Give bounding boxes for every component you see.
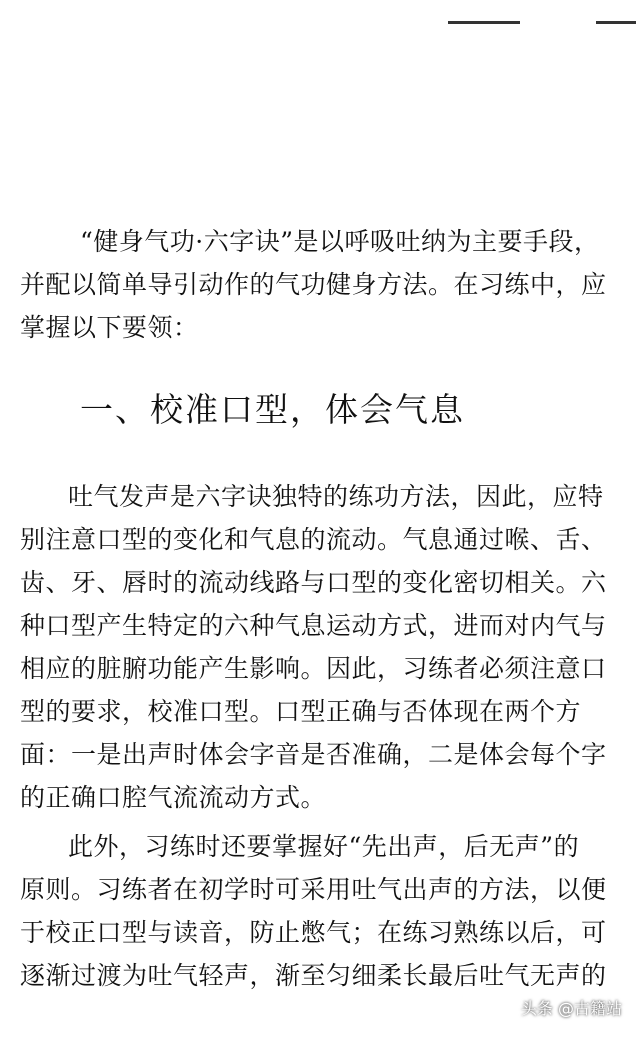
body-line: 于校正口型与读音，防止憋气；在练习熟练以后，可 — [20, 918, 607, 947]
intro-line: “健身气功·六字诀”是以呼吸吐纳为主要手段， — [80, 227, 600, 256]
section-heading: 一、校准口型，体会气息 — [80, 390, 465, 429]
body-line: 原则。习练者在初学时可采用吐气出声的方法，以便 — [20, 875, 607, 904]
body-line: 型的要求，校准口型。口型正确与否体现在两个方 — [20, 697, 582, 726]
body-line: 面：一是出声时体会字音是否准确，二是体会每个字 — [20, 740, 607, 769]
header-rule — [448, 21, 520, 27]
body-line: 的正确口腔气流流动方式。 — [20, 783, 327, 812]
intro-line: 并配以简单导引动作的气功健身方法。在习练中，应 — [20, 270, 607, 299]
body-line: 吐气发声是六字诀独特的练功方法，因此，应特 — [68, 482, 604, 511]
body-line: 相应的脏腑功能产生影响。因此，习练者必须注意口 — [20, 654, 607, 683]
body-line: 此外，习练时还要掌握好“先出声，后无声”的 — [68, 832, 580, 861]
body-line: 逐渐过渡为吐气轻声，渐至匀细柔长最后吐气无声的 — [20, 961, 607, 990]
header-rule — [596, 21, 636, 27]
watermark-label: 头条 @古籍站 — [520, 999, 622, 1018]
body-line: 种口型产生特定的六种气息运动方式，进而对内气与 — [20, 611, 607, 640]
body-line: 别注意口型的变化和气息的流动。气息通过喉、舌、 — [20, 525, 607, 554]
intro-line: 掌握以下要领： — [20, 313, 199, 342]
body-line: 齿、牙、唇时的流动线路与口型的变化密切相关。六 — [20, 568, 607, 597]
